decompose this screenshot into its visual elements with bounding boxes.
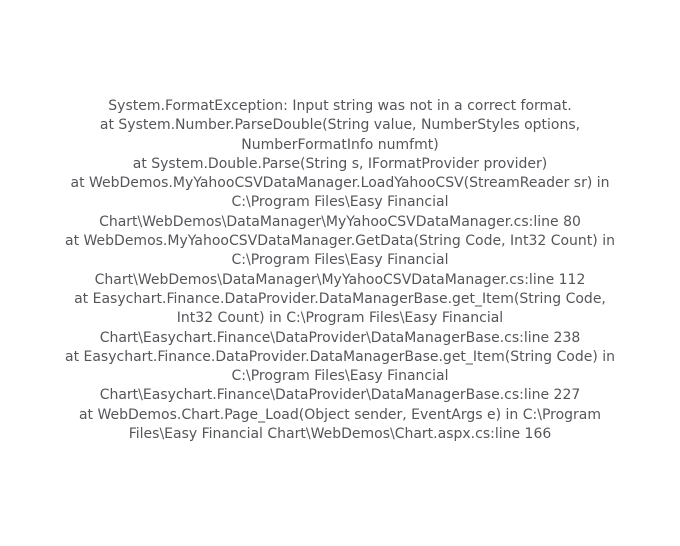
stack-trace-line: at WebDemos.Chart.Page_Load(Object sender, EventArgs e) in C:\Program: [78, 406, 602, 423]
stack-trace-line: at Easychart.Finance.DataProvider.DataManagerBase.get_Item(String Code) in: [64, 348, 615, 365]
stack-trace-line: Int32 Count) in C:\Program Files\Easy Financial: [176, 310, 504, 327]
stack-trace-line: Chart\Easychart.Finance\DataProvider\DataManagerBase.cs:line 238: [99, 329, 581, 346]
stack-trace-line: at WebDemos.MyYahooCSVDataManager.GetData(String Code, Int32 Count) in: [65, 233, 615, 250]
stack-trace-line: Chart\Easychart.Finance\DataProvider\DataManagerBase.cs:line 227: [99, 387, 581, 404]
stack-trace-line: C:\Program Files\Easy Financial: [231, 252, 449, 269]
stack-trace-line: at WebDemos.MyYahooCSVDataManager.LoadYahooCSV(StreamReader sr) in: [70, 175, 610, 192]
stack-trace-line: at System.Number.ParseDouble(String value, NumberStyles options,: [99, 117, 581, 134]
stack-trace-line: C:\Program Files\Easy Financial: [231, 194, 449, 211]
stack-trace-line: at Easychart.Finance.DataProvider.DataManagerBase.get_Item(String Code,: [74, 290, 606, 307]
stack-trace-line: Files\Easy Financial Chart\WebDemos\Chart.aspx.cs:line 166: [128, 426, 552, 443]
stack-trace-line-exception-message: System.FormatException: Input string was not in a correct format.: [108, 98, 572, 114]
exception-stack-trace: [0, 97, 680, 444]
stack-trace-line: Chart\WebDemos\DataManager\MyYahooCSVDataManager.cs:line 80: [99, 213, 581, 230]
stack-trace-line: at System.Double.Parse(String s, IFormatProvider provider): [132, 155, 548, 172]
stack-trace-line: NumberFormatInfo numfmt): [241, 136, 439, 153]
stack-trace-line: Chart\WebDemos\DataManager\MyYahooCSVDataManager.cs:line 112: [94, 271, 586, 288]
stack-trace-line: C:\Program Files\Easy Financial: [231, 368, 449, 385]
